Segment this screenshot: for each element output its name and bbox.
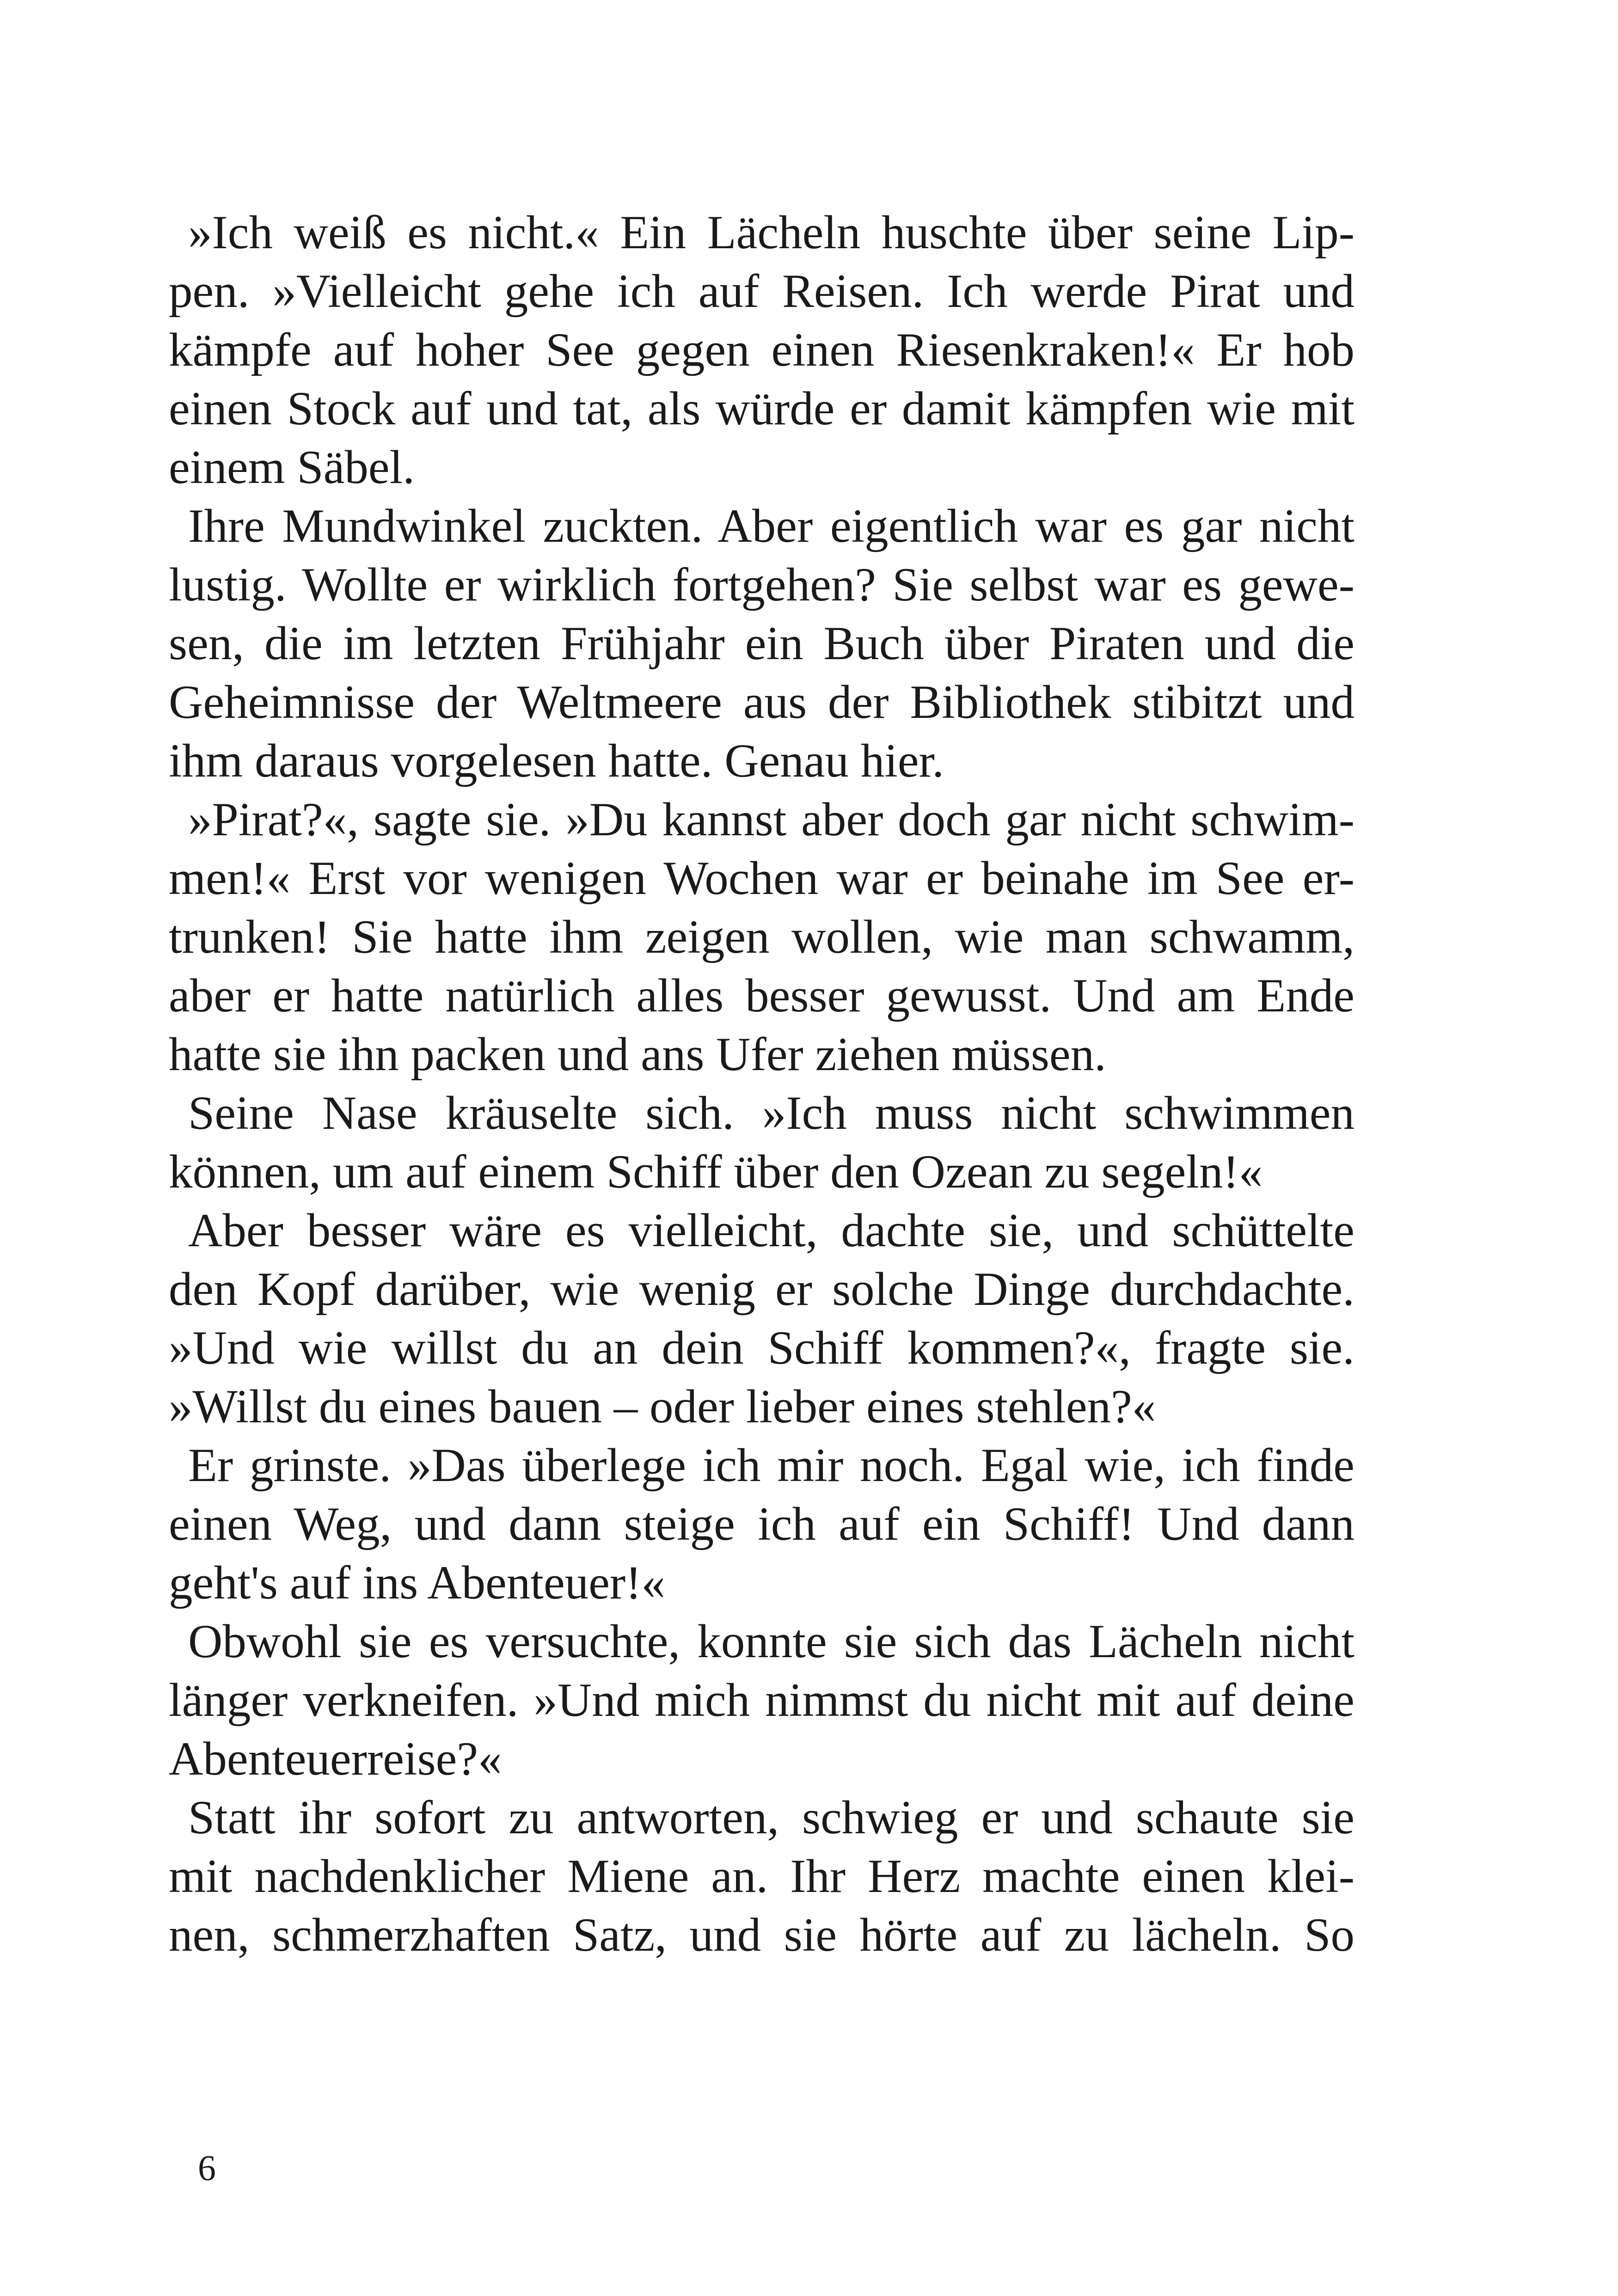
page-number: 6 xyxy=(198,2148,216,2188)
text-line: einen Weg, und dann steige ich auf ein Schiff! Und dann xyxy=(169,1498,1354,1550)
text-line: Obwohl sie es versuchte, konnte sie sich das Lächeln nicht xyxy=(188,1615,1354,1668)
text-line: Geheimnisse der Weltmeere aus der Bibliothek stibitzt und xyxy=(169,676,1354,729)
text-line: Abenteuerreise?« xyxy=(169,1733,502,1785)
text-line: men!« Erst vor wenigen Wochen war er beinahe im See er- xyxy=(169,852,1354,905)
text-line: können, um auf einem Schiff über den Ozean zu segeln!« xyxy=(169,1145,1263,1198)
text-line: einem Säbel. xyxy=(169,441,415,494)
text-line: Ihre Mundwinkel zuckten. Aber eigentlich war es gar nicht xyxy=(188,500,1354,552)
text-line: »Pirat?«, sagte sie. »Du kannst aber doch gar nicht schwim- xyxy=(188,793,1354,846)
text-line: nen, schmerzhaften Satz, und sie hörte auf zu lächeln. So xyxy=(169,1909,1354,1961)
text-line: »Willst du eines bauen – oder lieber eines stehlen?« xyxy=(169,1380,1156,1433)
text-line: lustig. Wollte er wirklich fortgehen? Sie selbst war es gewe- xyxy=(169,558,1354,611)
text-line: aber er hatte natürlich alles besser gewusst. Und am Ende xyxy=(169,969,1354,1022)
text-line: geht's auf ins Abenteuer!« xyxy=(169,1556,666,1609)
text-line: hatte sie ihn packen und ans Ufer ziehen müssen. xyxy=(169,1028,1106,1081)
text-line: Aber besser wäre es vielleicht, dachte sie, und schüttelte xyxy=(188,1204,1354,1257)
text-line: kämpfe auf hoher See gegen einen Riesenkraken!« Er hob xyxy=(169,324,1354,376)
text-line: Statt ihr sofort zu antworten, schwieg er und schaute sie xyxy=(188,1791,1354,1844)
text-line: einen Stock auf und tat, als würde er damit kämpfen wie mit xyxy=(169,382,1354,435)
text-line: den Kopf darüber, wie wenig er solche Dinge durchdachte. xyxy=(169,1263,1354,1316)
text-line: pen. »Vielleicht gehe ich auf Reisen. Ich werde Pirat und xyxy=(169,265,1354,318)
text-line: »Und wie willst du an dein Schiff kommen?«, fragte sie. xyxy=(169,1322,1354,1374)
text-line: Seine Nase kräuselte sich. »Ich muss nicht schwimmen xyxy=(188,1087,1354,1139)
text-line: länger verkneifen. »Und mich nimmst du nicht mit auf deine xyxy=(169,1674,1354,1727)
text-line: Er grinste. »Das überlege ich mir noch. Egal wie, ich finde xyxy=(188,1439,1354,1492)
text-line: trunken! Sie hatte ihm zeigen wollen, wie man schwamm, xyxy=(169,911,1354,963)
text-line: »Ich weiß es nicht.« Ein Lächeln huschte über seine Lip- xyxy=(188,206,1354,259)
text-line: mit nachdenklicher Miene an. Ihr Herz machte einen klei- xyxy=(169,1850,1354,1903)
body-text xyxy=(169,203,1354,1965)
text-line: ihm daraus vorgelesen hatte. Genau hier. xyxy=(169,735,944,787)
text-line: sen, die im letzten Frühjahr ein Buch über Piraten und die xyxy=(169,617,1354,670)
